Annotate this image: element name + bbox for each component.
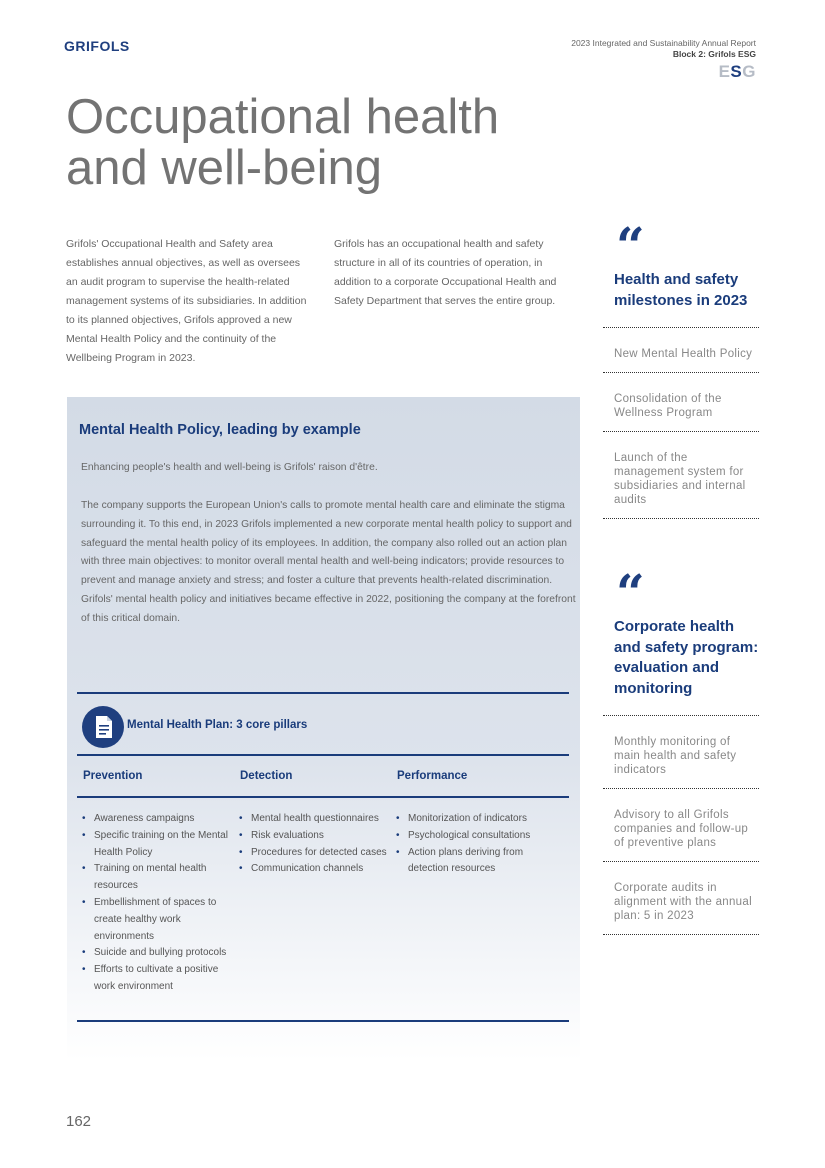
list-item: • Suicide and bullying protocols: [82, 945, 232, 962]
esg-letter-g: G: [742, 62, 756, 81]
table-header-top-rule: [77, 754, 569, 756]
dotted-divider: [603, 934, 759, 935]
title-line-2: and well-being: [66, 141, 382, 195]
esg-letter-e: E: [718, 62, 731, 81]
sidebar-milestones: [603, 216, 759, 519]
panel-paragraph-2: The company supports the European Union's calls to promote mental health care and eliminate the stigma surrounding it. To this end, in 2023 Grifols implemented a new corporate mental health policy to support and safeguard the mental health policy of its employees. In addition, the company also rolled out an action plan with three main objectives: to monitor overall mental health and well-being indicators; provide resources to prevent and manage anxiety and stress; and foster a culture that prevents health-related discrimination. Grifols' mental health policy and initiatives became effective in 2022, positioning the company at the forefront of this critical domain.: [81, 500, 576, 624]
table-top-rule: [77, 692, 569, 694]
esg-letter-s: S: [730, 62, 743, 81]
plan-title: Mental Health Plan: 3 core pillars: [127, 719, 308, 731]
sidebar-item: Advisory to all Grifols companies and follow-up of preventive plans: [614, 809, 749, 849]
list-item: • Monitorization of indicators: [396, 811, 546, 828]
list-item: • Specific training on the Mental Health Policy: [82, 828, 232, 862]
list-item: • Action plans deriving from detection resources: [396, 845, 546, 879]
list-item: • Procedures for detected cases: [239, 845, 395, 862]
page-number: 162: [66, 1113, 92, 1130]
quote-mark-icon: “: [616, 563, 645, 622]
quote-mark-icon: “: [616, 216, 645, 275]
intro-paragraph-2: Grifols has an occupational health and safety structure in all of its countries of operation, in addition to a corporate Occupational Health and Safety Department that serves the entire group.: [334, 238, 557, 307]
list-item: • Risk evaluations: [239, 828, 395, 845]
sidebar-item: Monthly monitoring of main health and safety indicators: [614, 736, 737, 776]
list-item: • Training on mental health resources: [82, 861, 232, 895]
list-item: • Psychological consultations: [396, 828, 546, 845]
panel-title: Mental Health Policy, leading by example: [79, 422, 361, 438]
sidebar-item: Consolidation of the Wellness Program: [614, 393, 722, 419]
sidebar-item: New Mental Health Policy: [614, 348, 753, 360]
block-label: Block 2: Grifols ESG: [672, 49, 756, 59]
document-icon: [82, 706, 124, 748]
table-bottom-rule: [77, 1020, 569, 1022]
report-header: [571, 38, 756, 81]
sidebar-item: Corporate audits in alignment with the annual plan: 5 in 2023: [614, 882, 752, 922]
pillar-heading-detection: Detection: [240, 770, 293, 782]
title-line-1: Occupational health: [66, 90, 500, 144]
prevention-list: [82, 811, 232, 996]
list-item: • Communication channels: [239, 861, 395, 878]
sidebar-item: Launch of the management system for subsidiaries and internal audits: [614, 452, 746, 506]
grifols-logo: GRIFOLS: [64, 38, 130, 54]
sidebar-program: [603, 563, 759, 935]
esg-mark: [571, 63, 756, 81]
sidebar-title: Health and safety milestones in 2023: [614, 271, 748, 309]
list-item: • Awareness campaigns: [82, 811, 232, 828]
pillar-heading-prevention: Prevention: [83, 770, 143, 782]
sidebar-title: Corporate health and safety program: evaluation and monitoring: [614, 618, 759, 697]
list-item: • Embellishment of spaces to create healthy work environments: [82, 895, 232, 945]
report-title: 2023 Integrated and Sustainability Annual Report: [571, 38, 756, 48]
panel-paragraph-1: Enhancing people's health and well-being is Grifols' raison d'être.: [81, 462, 378, 473]
detection-list: [239, 811, 395, 878]
list-item: • Mental health questionnaires: [239, 811, 395, 828]
table-header-bottom-rule: [77, 796, 569, 798]
mental-health-panel: [67, 397, 580, 1061]
dotted-divider: [603, 518, 759, 519]
page-title: [66, 92, 499, 194]
intro-paragraph-1: Grifols' Occupational Health and Safety area establishes annual objectives, as well as oversees an audit program to supervise the health-related management systems of its subsidiaries. In addition to its planned objectives, Grifols approved a new Mental Health Policy and the continuity of the Wellbeing Program in 2023.: [66, 238, 307, 364]
pillar-heading-performance: Performance: [397, 770, 468, 782]
performance-list: [396, 811, 546, 878]
list-item: • Efforts to cultivate a positive work environment: [82, 962, 232, 996]
